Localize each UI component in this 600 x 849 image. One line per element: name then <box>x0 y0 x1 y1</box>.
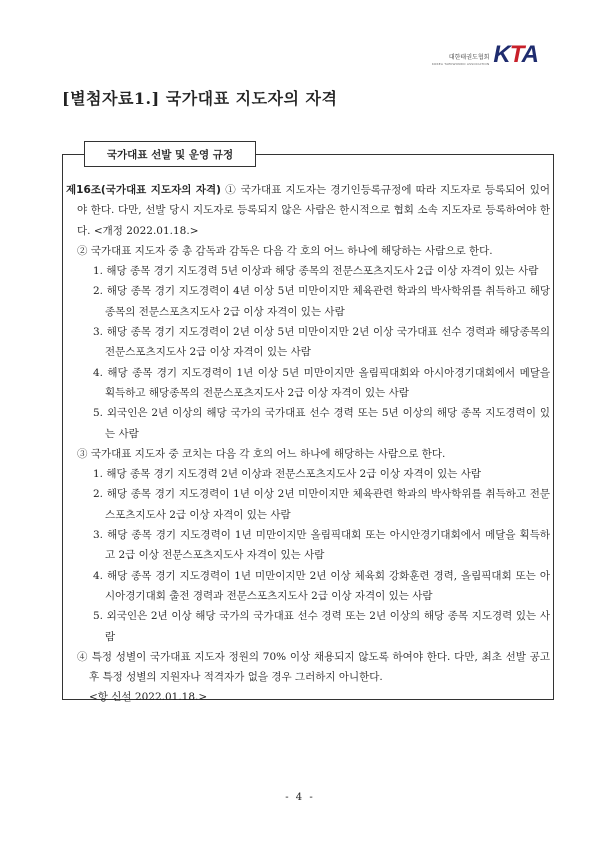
logo-text <box>432 54 490 66</box>
article-paragraph-1 <box>66 180 550 241</box>
logo-mark-t: T <box>509 41 522 68</box>
paragraph-3-item-4: 4. 해당 종목 경기 지도경력이 1년 미만이지만 2년 이상 체육회 강화훈련 경력, 올림픽대회 또는 아시아경기대회 출전 경력과 전문스포츠지도사 2급 이상 자격이 있는 사람 <box>93 569 550 602</box>
attachment-title: [별첨자료1.] 국가대표 지도자의 자격 <box>62 89 338 108</box>
paragraph-3-item-5: 5. 외국인은 2년 이상 해당 국가의 국가대표 선수 경력 또는 2년 이상의 해당 종목 지도경력 있는 사람 <box>93 610 550 643</box>
paragraph-1-text: ① 국가대표 지도자는 경기인등록규정에 따라 지도자로 등록되어 있어야 한다. 다만, 선발 당시 지도자로 등록되지 않은 사람은 한시적으로 협회 소속 지도자로 등록하여야 한다. <개정 2022.01.18.> <box>77 184 551 237</box>
paragraph-2-item-2: 2. 해당 종목 경기 지도경력이 4년 이상 5년 미만이지만 체육관련 학과의 박사학위를 취득하고 해당종목의 전문스포츠지도사 2급 이상 자격이 있는 사람 <box>93 285 550 318</box>
page-number: - 4 - <box>285 792 315 803</box>
paragraph-2-item-3: 3. 해당 종목 경기 지도경력이 2년 이상 5년 미만이지만 2년 이상 국가대표 선수 경력과 해당종목의 전문스포츠지도사 2급 이상 자격이 있는 사람 <box>93 326 550 359</box>
article-heading: 제16조(국가대표 지도자의 자격) <box>66 184 221 196</box>
paragraph-2-item-1: 1. 해당 종목 경기 지도경력 5년 이상과 해당 종목의 전문스포츠지도사 2급 이상 자격이 있는 사람 <box>93 265 539 278</box>
article-paragraph-2: ② 국가대표 지도자 중 총 감독과 감독은 다음 각 호의 어느 하나에 해당하는 사람으로 한다. <box>77 244 493 257</box>
article-paragraph-4 <box>66 647 550 708</box>
paragraph-2-item-4: 4. 해당 종목 경기 지도경력이 1년 이상 5년 미만이지만 올림픽대회와 아시아경기대회에서 메달을 획득하고 해당종목의 전문스포츠지도사 2급 이상 자격이 있는 사람 <box>93 366 550 399</box>
kta-logo <box>431 41 538 68</box>
article-paragraph-3: ③ 국가대표 지도자 중 코치는 다음 각 호의 어느 하나에 해당하는 사람으로 한다. <box>77 447 446 460</box>
logo-korean-name: 대한태권도협회 <box>448 54 490 61</box>
logo-mark <box>493 41 538 68</box>
regulation-box-title: 국가대표 선발 및 운영 규정 <box>84 141 256 167</box>
paragraph-2-item-5: 5. 외국인은 2년 이상의 해당 국가의 국가대표 선수 경력 또는 5년 이상의 해당 종목 지도경력이 있는 사람 <box>93 407 550 440</box>
regulation-content <box>66 180 550 708</box>
logo-english-name: KOREA TAEKWONDO ASSOCIATION <box>431 62 490 66</box>
paragraph-3-item-3: 3. 해당 종목 경기 지도경력이 1년 미만이지만 올림픽대회 또는 아시안경기대회에서 메달을 획득하고 2급 이상 전문스포츠지도사 자격이 있는 사람 <box>93 529 550 562</box>
logo-mark-a: A <box>521 41 538 68</box>
paragraph-3-item-1: 1. 해당 종목 경기 지도경력 2년 이상과 전문스포츠지도사 2급 이상 자격이 있는 사람 <box>93 468 482 481</box>
logo-mark-k: K <box>493 41 510 68</box>
paragraph-4-text: ④ 특정 성별이 국가대표 지도자 정원의 70% 이상 채용되지 않도록 하여야 한다. 다만, 최초 선발 공고 후 특정 성별의 지원자나 적격자가 없을 경우 그러하지 아니한다. <box>77 650 550 684</box>
paragraph-4-note: <항 신설 2022.01.18.> <box>89 691 208 704</box>
paragraph-3-item-2: 2. 해당 종목 경기 지도경력이 1년 이상 2년 미만이지만 체육관련 학과의 박사학위를 취득하고 전문스포츠지도사 2급 이상 자격이 있는 사람 <box>93 488 550 521</box>
